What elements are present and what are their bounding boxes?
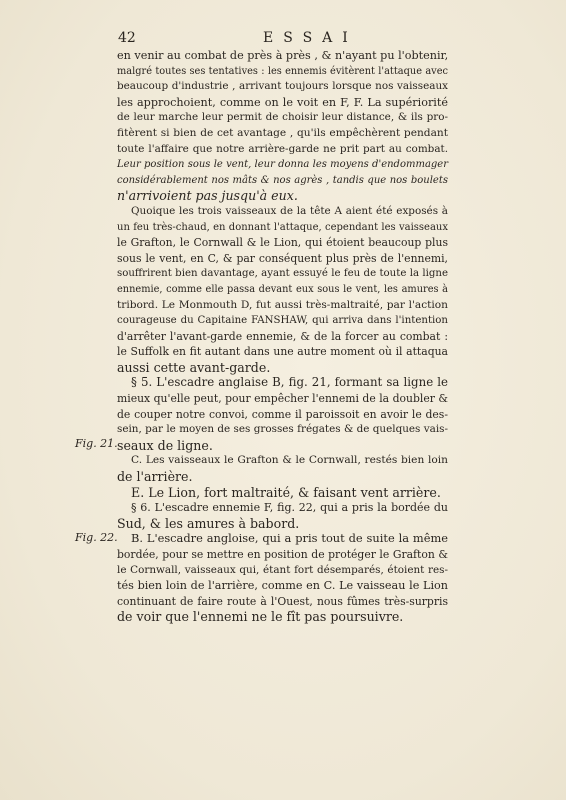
text-line: considérablement nos mâts & nos agrès , tandis que nos boulets [117, 174, 448, 186]
margin-note-fig-21: Fig. 21. [75, 437, 118, 450]
text-line: aussi cette avant-garde. [117, 359, 271, 375]
text-line: souffrirent bien davantage, ayant essuyé le feu de toute la ligne [117, 268, 448, 280]
text-line: le Suffolk en fit autant dans une autre moment où il attaqua [117, 345, 448, 359]
body-text [117, 48, 448, 625]
text-line: le Cornwall, vaisseaux qui, étant fort désemparés, étoient res- [117, 563, 448, 576]
text-line: B. L'escadre angloise, qui a pris tout de suite la même [131, 531, 448, 546]
text-line: de couper notre convoi, comme il paroissoit en avoir le des- [117, 407, 448, 421]
text-line: § 6. L'escadre ennemie F, fig. 22, qui a pris la bordée du [131, 501, 448, 515]
text-line: Quoique les trois vaisseaux de la tête A aient été exposés à [131, 204, 448, 217]
text-line: toute l'affaire que notre arrière-garde ne prit part au combat. [117, 142, 448, 155]
page-header [118, 30, 448, 50]
paragraph [117, 500, 448, 531]
text-line: § 5. L'escadre anglaise B, fig. 21, formant sa ligne le [131, 375, 448, 390]
text-line: mieux qu'elle peut, pour empêcher l'ennemi de la doubler & [117, 392, 448, 406]
paragraph [117, 453, 448, 484]
margin-note-fig-22: Fig. 22. [75, 531, 118, 544]
text-line: de voir que l'ennemi ne le fît pas poursuivre. [117, 609, 404, 625]
text-line: sein, par le moyen de ses grosses frégates & de quelques vais- [117, 423, 448, 436]
text-line: beaucoup d'industrie , arrivant toujours lorsque nos vaisseaux [117, 80, 448, 93]
text-line: Leur position sous le vent, leur donna les moyens d'endommager [117, 159, 448, 171]
text-line: un feu très-chaud, en donnant l'attaque, cependant les vaisseaux [117, 221, 448, 233]
text-line: continuant de faire route à l'Ouest, nous fûmes très-surpris [117, 594, 448, 608]
running-title: ESSAI [263, 30, 358, 46]
text-line: n'arrivoient pas jusqu'à eux. [117, 188, 298, 204]
text-line: C. Les vaisseaux le Grafton & le Cornwall, restés bien loin [131, 454, 448, 467]
text-line: le Grafton, le Cornwall & le Lion, qui étoient beaucoup plus [117, 236, 448, 250]
text-line: malgré toutes ses tentatives : les ennemis évitèrent l'attaque avec [117, 65, 448, 77]
text-line: tribord. Le Monmouth D, fut aussi très-maltraité, par l'action [117, 298, 448, 311]
text-line: les approchoient, comme on le voit en F, F. La supériorité [117, 95, 448, 109]
text-line: E. Le Lion, fort maltraité, & faisant vent arrière. [131, 484, 441, 500]
paragraph [117, 531, 448, 625]
text-line: Sud, & les amures à babord. [117, 515, 300, 531]
text-line: d'arrêter l'avant-garde ennemie, & de la forcer au combat : [117, 329, 448, 343]
text-line: sous le vent, en C, & par conséquent plus près de l'ennemi, [117, 251, 448, 265]
page-number: 42 [118, 30, 136, 46]
text-line: de l'arrière. [117, 469, 193, 485]
text-line: courageuse du Capitaine FANSHAW, qui arriva dans l'intention [117, 315, 448, 327]
paragraph [117, 485, 448, 501]
text-line: bordée, pour se mettre en position de protéger le Grafton & [117, 548, 448, 561]
text-line: fitèrent si bien de cet avantage , qu'ils empêchèrent pendant [117, 126, 448, 139]
paragraph [117, 48, 448, 204]
paragraph [117, 375, 448, 453]
text-line: en venir au combat de près à près , & n'ayant pu l'obtenir, [117, 49, 449, 62]
paragraph [117, 204, 448, 376]
text-line: seaux de ligne. [117, 437, 213, 453]
text-line: ennemie, comme elle passa devant eux sous le vent, les amures à [117, 283, 448, 295]
text-line: tés bien loin de l'arrière, comme en C. Le vaisseau le Lion [117, 579, 448, 593]
text-line: de leur marche leur permit de choisir leur distance, & ils pro- [117, 111, 448, 124]
